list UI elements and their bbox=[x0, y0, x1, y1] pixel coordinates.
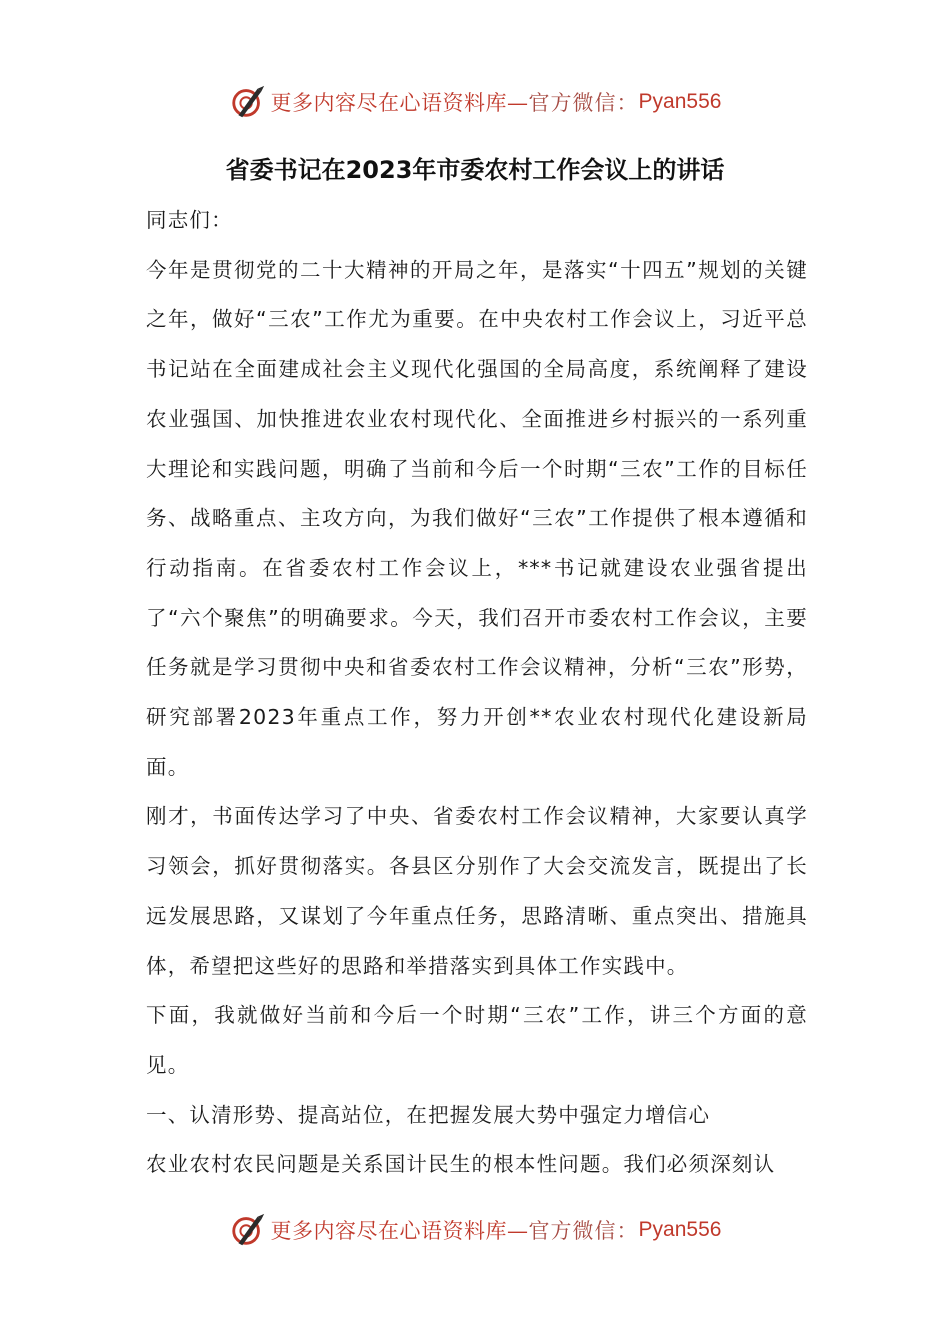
banner-promo-text: 更多内容尽在心语资料库— bbox=[270, 1219, 529, 1243]
banner-wechat-label: 官方微信： bbox=[528, 91, 639, 115]
salutation: 同志们： bbox=[146, 208, 233, 232]
quill-logo-icon bbox=[229, 1211, 267, 1249]
banner-wechat-id: Pyan556 bbox=[638, 1218, 722, 1241]
banner-wechat-id: Pyan556 bbox=[638, 90, 722, 113]
quill-logo-icon bbox=[229, 83, 267, 121]
section-heading: 一、认清形势、提高站位，在把握发展大势中强定力增信心 bbox=[146, 1102, 711, 1127]
paragraph: 刚才，书面传达学习了中央、省委农村工作会议精神，大家要认真学习领会，抓好贯彻落实。各县区分别作了大会交流发言，既提出了长远发展思路，又谋划了今年重点任务，思路清晰、重点突出、措施具体，希望把这些好的思路和举措落实到具体工作实践中。 bbox=[146, 804, 808, 978]
document-body bbox=[146, 196, 808, 1190]
banner-promo-text: 更多内容尽在心语资料库— bbox=[270, 91, 529, 115]
footer-banner bbox=[0, 1210, 950, 1250]
banner-wechat-label: 官方微信： bbox=[528, 1219, 639, 1243]
paragraph: 今年是贯彻党的二十大精神的开局之年，是落实“十四五”规划的关键之年，做好“三农”工作尤为重要。在中央农村工作会议上，习近平总书记站在全面建成社会主义现代化强国的全局高度，系统阐释了建设农业强国、加快推进农业农村现代化、全面推进乡村振兴的一系列重大理论和实践问题，明确了当前和今后一个时期“三农”工作的目标任务、战略重点、主攻方向，为我们做好“三农”工作提供了根本遵循和行动指南。在省委农村工作会议上，***书记就建设农业强省提出了“六个聚焦”的明确要求。今天，我们召开市委农村工作会议，主要任务就是学习贯彻中央和省委农村工作会议精神，分析“三农”形势，研究部署2023年重点工作，努力开创**农业农村现代化建设新局面。 bbox=[146, 257, 808, 779]
document-title: 省委书记在2023年市委农村工作会议上的讲话 bbox=[225, 156, 725, 184]
paragraph: 农业农村农民问题是关系国计民生的根本性问题。我们必须深刻认 bbox=[146, 1152, 776, 1177]
paragraph: 下面，我就做好当前和今后一个时期“三农”工作，讲三个方面的意见。 bbox=[146, 1003, 808, 1077]
header-banner bbox=[0, 82, 950, 122]
